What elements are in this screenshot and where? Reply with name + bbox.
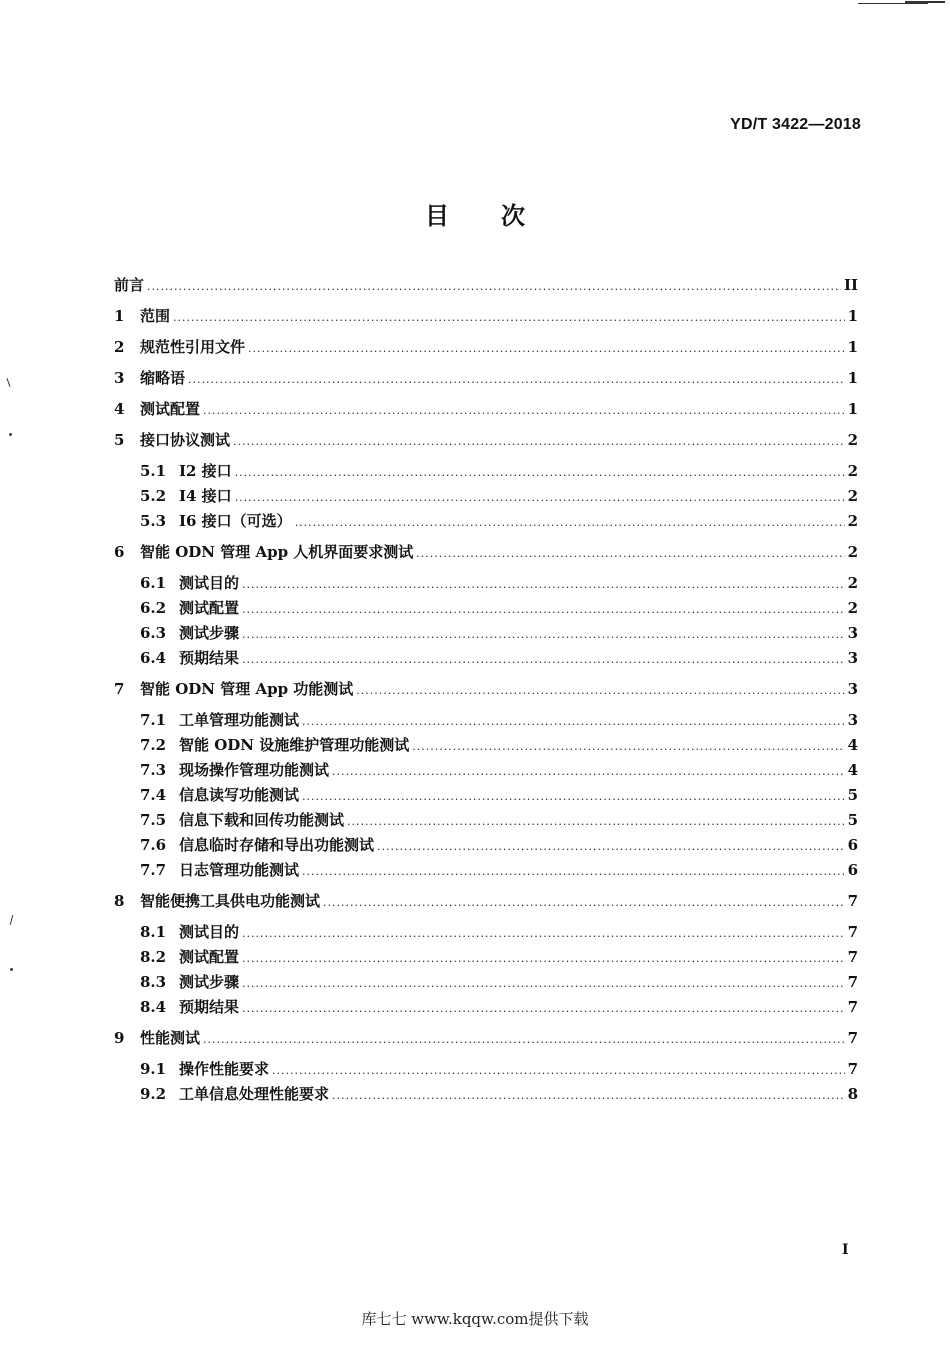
- toc-entry[interactable]: [140, 922, 858, 942]
- toc-entry-number: 9.1: [140, 1060, 167, 1078]
- toc-entry[interactable]: [140, 1084, 858, 1104]
- toc-entry-title: 智能 ODN 管理 App 功能测试: [140, 680, 354, 698]
- toc-entry-number: 8.3: [140, 973, 167, 991]
- toc-entry-page: 2: [847, 543, 858, 561]
- toc-dot-leader: [242, 650, 845, 670]
- toc-entry-number: 8.2: [140, 948, 167, 966]
- toc-entry-title: 信息临时存储和导出功能测试: [179, 836, 375, 854]
- toc-entry-number: 7.2: [140, 736, 167, 754]
- toc-entry-number: 7.6: [140, 836, 167, 854]
- toc-dot-leader: [332, 762, 845, 782]
- toc-entry-number: 5.3: [140, 512, 167, 530]
- toc-entry-title: 规范性引用文件: [140, 338, 246, 356]
- document-code: YD/T 3422—2018: [730, 116, 861, 133]
- toc-entry[interactable]: [140, 835, 858, 855]
- toc-entry-title: 测试配置: [179, 948, 240, 966]
- toc-entry-page: 5: [847, 786, 858, 804]
- toc-entry[interactable]: [140, 735, 858, 755]
- toc-entry-number: 7.5: [140, 811, 167, 829]
- toc-entry[interactable]: [140, 1059, 858, 1079]
- toc-entry-title: I2 接口: [179, 462, 232, 480]
- toc-entry-number: 2: [114, 338, 125, 356]
- toc-dot-leader: [323, 893, 845, 913]
- toc-dot-leader: [416, 544, 844, 564]
- toc-entry-page: 2: [847, 487, 858, 505]
- toc-dot-leader: [377, 837, 845, 857]
- toc-entry-title: 测试目的: [179, 923, 240, 941]
- toc-entry[interactable]: [140, 810, 858, 830]
- toc-entry-number: 7: [114, 680, 125, 698]
- toc-entry-number: 8: [114, 892, 125, 910]
- scan-mark-top-right: [858, 3, 928, 4]
- toc-dot-leader: [242, 575, 845, 595]
- toc-entry-title: 测试步骤: [179, 973, 240, 991]
- toc-entry[interactable]: [140, 461, 858, 481]
- toc-entry-title: I6 接口（可选）: [179, 512, 292, 530]
- toc-entry-title: 日志管理功能测试: [179, 861, 300, 879]
- toc-entry[interactable]: [114, 399, 858, 419]
- toc-entry-number: 7.4: [140, 786, 167, 804]
- toc-dot-leader: [242, 924, 845, 944]
- toc-entry-number: 7.1: [140, 711, 167, 729]
- toc-entry-number: 8.4: [140, 998, 167, 1016]
- toc-dot-leader: [272, 1061, 845, 1081]
- toc-entry-number: 6.1: [140, 574, 167, 592]
- toc-entry[interactable]: [140, 710, 858, 730]
- toc-entry-page: 8: [847, 1085, 858, 1103]
- toc-entry-number: 5: [114, 431, 125, 449]
- toc-entry-number: 7.7: [140, 861, 167, 879]
- toc-dot-leader: [295, 513, 845, 533]
- toc-entry-page: 2: [847, 512, 858, 530]
- toc-entry-page: 2: [847, 599, 858, 617]
- toc-entry[interactable]: [140, 573, 858, 593]
- toc-entry[interactable]: [140, 785, 858, 805]
- toc-entry-page: 7: [847, 1060, 858, 1078]
- toc-entry-page: II: [843, 276, 858, 294]
- toc-entry-title: 测试目的: [179, 574, 240, 592]
- scan-mark-top-right-2: [905, 1, 945, 3]
- toc-dot-leader: [332, 1086, 845, 1106]
- toc-entry-page: 2: [847, 574, 858, 592]
- toc-title: 目次: [425, 202, 577, 230]
- toc-entry-title: 性能测试: [140, 1029, 201, 1047]
- toc-entry-title: 前言: [114, 276, 145, 294]
- toc-entry-number: 6.2: [140, 599, 167, 617]
- toc-dot-leader: [302, 712, 845, 732]
- toc-entry-number: 6.4: [140, 649, 167, 667]
- toc-entry-page: 1: [847, 307, 858, 325]
- toc-entry-page: 3: [847, 680, 858, 698]
- toc-entry-title: 预期结果: [179, 649, 240, 667]
- toc-entry-title: 范围: [140, 307, 171, 325]
- toc-entry-page: 7: [847, 998, 858, 1016]
- toc-entry-page: 5: [847, 811, 858, 829]
- toc-entry-page: 3: [847, 624, 858, 642]
- toc-entry-title: 接口协议测试: [140, 431, 231, 449]
- toc-entry-page: 3: [847, 711, 858, 729]
- toc-dot-leader: [235, 488, 845, 508]
- scan-mark-left: [10, 915, 14, 925]
- toc-entry-page: 2: [847, 462, 858, 480]
- toc-entry-page: 7: [847, 1029, 858, 1047]
- toc-entry-title: I4 接口: [179, 487, 232, 505]
- scan-speck: [9, 433, 12, 436]
- toc-entry[interactable]: [140, 997, 858, 1017]
- toc-entry-title: 智能 ODN 管理 App 人机界面要求测试: [140, 543, 414, 561]
- toc-entry-page: 6: [847, 836, 858, 854]
- toc-entry-page: 4: [847, 736, 858, 754]
- toc-entry[interactable]: [140, 860, 858, 880]
- toc-dot-leader: [233, 432, 845, 452]
- toc-entry-title: 智能 ODN 设施维护管理功能测试: [179, 736, 410, 754]
- toc-dot-leader: [147, 277, 841, 297]
- toc-entry-number: 1: [114, 307, 125, 325]
- toc-entry[interactable]: [140, 947, 858, 967]
- toc-entry-number: 7.3: [140, 761, 167, 779]
- toc-entry-number: 9.2: [140, 1085, 167, 1103]
- toc-dot-leader: [248, 339, 845, 359]
- toc-entry[interactable]: [140, 511, 858, 531]
- toc-entry-page: 1: [847, 400, 858, 418]
- toc-dot-leader: [173, 308, 845, 328]
- toc-entry[interactable]: [114, 368, 858, 388]
- toc-dot-leader: [203, 1030, 845, 1050]
- toc-entry-page: 7: [847, 892, 858, 910]
- toc-entry[interactable]: [114, 679, 858, 699]
- toc-entry[interactable]: [114, 275, 858, 295]
- toc-entry-page: 1: [847, 338, 858, 356]
- toc-entry-page: 4: [847, 761, 858, 779]
- toc-entry-number: 9: [114, 1029, 125, 1047]
- toc-entry[interactable]: [114, 337, 858, 357]
- toc-entry-page: 6: [847, 861, 858, 879]
- toc-entry-title: 测试步骤: [179, 624, 240, 642]
- toc-dot-leader: [302, 862, 845, 882]
- toc-entry-title: 测试配置: [140, 400, 201, 418]
- toc-dot-leader: [242, 999, 845, 1019]
- footer-watermark: 库七七 www.kqqw.com提供下载: [361, 1310, 589, 1328]
- toc-entry[interactable]: [114, 1028, 858, 1048]
- toc-dot-leader: [242, 949, 845, 969]
- toc-entry-number: 4: [114, 400, 125, 418]
- toc-dot-leader: [302, 787, 845, 807]
- toc-entry[interactable]: [114, 542, 858, 562]
- toc-entry-number: 3: [114, 369, 125, 387]
- toc-entry-page: 7: [847, 948, 858, 966]
- toc-dot-leader: [347, 812, 845, 832]
- toc-entry-page: 7: [847, 973, 858, 991]
- toc-entry[interactable]: [140, 598, 858, 618]
- toc-entry-title: 预期结果: [179, 998, 240, 1016]
- toc-entry-title: 测试配置: [179, 599, 240, 617]
- toc-entry[interactable]: [140, 972, 858, 992]
- toc-dot-leader: [235, 463, 845, 483]
- toc-dot-leader: [412, 737, 844, 757]
- toc-entry-title: 信息下载和回传功能测试: [179, 811, 345, 829]
- toc-entry-title: 工单信息处理性能要求: [179, 1085, 330, 1103]
- toc-entry[interactable]: [140, 486, 858, 506]
- toc-entry-number: 5.2: [140, 487, 167, 505]
- toc-entry-page: 2: [847, 431, 858, 449]
- toc-entry-title: 工单管理功能测试: [179, 711, 300, 729]
- toc-entry[interactable]: [114, 306, 858, 326]
- toc-entry-page: 7: [847, 923, 858, 941]
- toc-dot-leader: [242, 625, 845, 645]
- toc-entry[interactable]: [140, 648, 858, 668]
- toc-entry-title: 信息读写功能测试: [179, 786, 300, 804]
- toc-dot-leader: [242, 600, 845, 620]
- toc-entry-title: 现场操作管理功能测试: [179, 761, 330, 779]
- toc-entry-title: 智能便携工具供电功能测试: [140, 892, 321, 910]
- toc-entry[interactable]: [114, 891, 858, 911]
- toc-entry-title: 缩略语: [140, 369, 186, 387]
- toc-dot-leader: [356, 681, 844, 701]
- toc-entry[interactable]: [140, 623, 858, 643]
- toc-entry-title: 操作性能要求: [179, 1060, 270, 1078]
- toc-entry-number: 5.1: [140, 462, 167, 480]
- toc-dot-leader: [203, 401, 845, 421]
- toc-entry-number: 8.1: [140, 923, 167, 941]
- toc-entry-number: 6.3: [140, 624, 167, 642]
- toc-entry-page: 3: [847, 649, 858, 667]
- toc-entry-number: 6: [114, 543, 125, 561]
- toc-dot-leader: [188, 370, 845, 390]
- toc-dot-leader: [242, 974, 845, 994]
- page-number: I: [842, 1242, 849, 1258]
- toc-entry-page: 1: [847, 369, 858, 387]
- toc-entry[interactable]: [114, 430, 858, 450]
- scan-mark-left: [6, 378, 10, 387]
- scan-speck: [10, 968, 13, 971]
- toc-entry[interactable]: [140, 760, 858, 780]
